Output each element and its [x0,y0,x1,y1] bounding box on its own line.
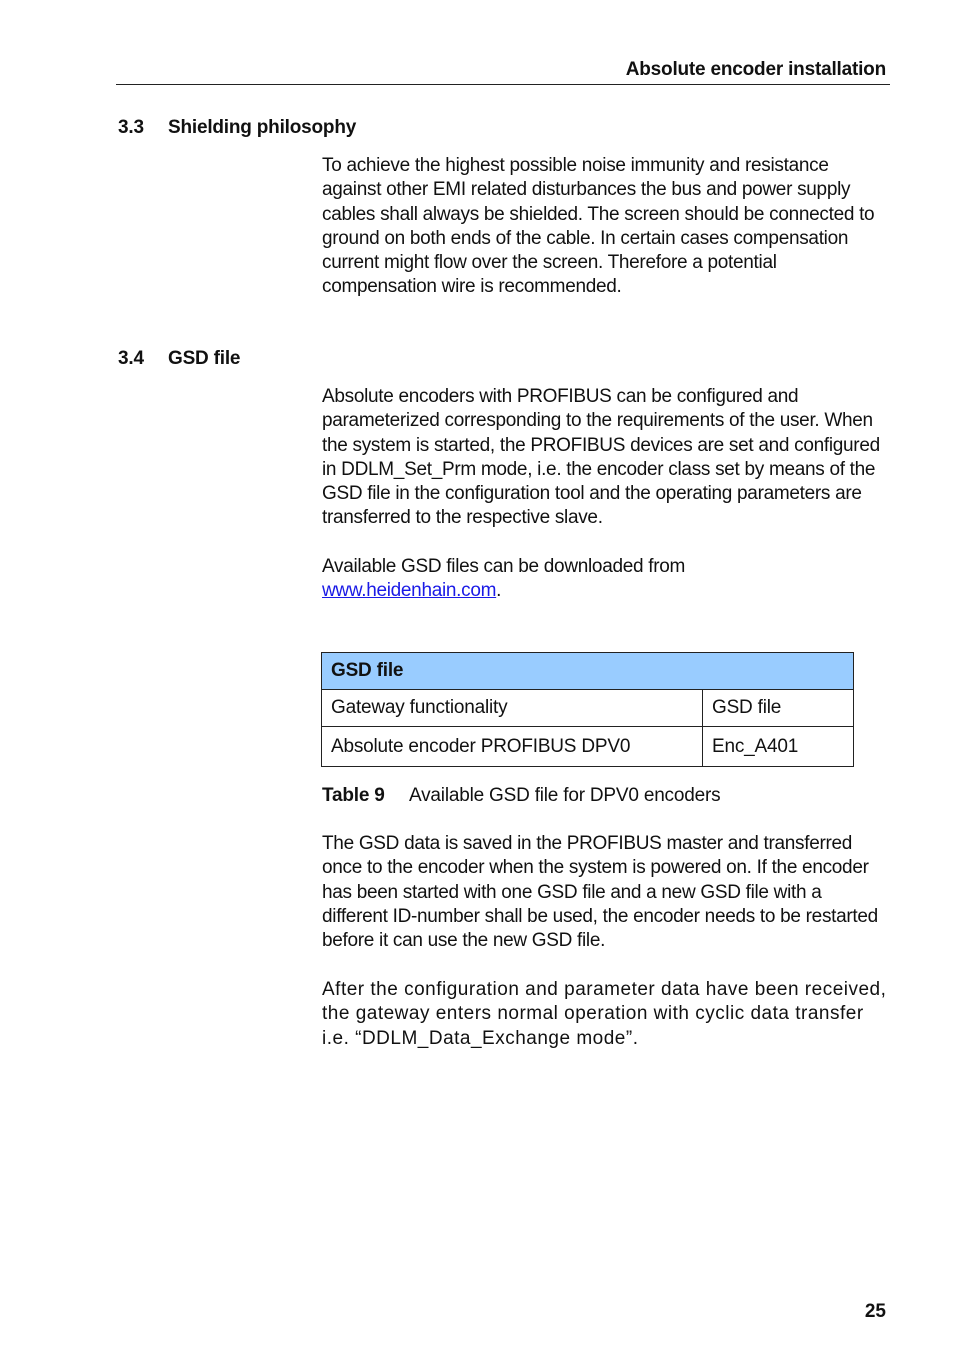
section-title: Shielding philosophy [168,117,357,138]
header-rule [116,84,890,85]
gsd-intro-paragraph: Absolute encoders with PROFIBUS can be configured and parameterized corresponding to the requirements of the user. When the system is started, the PROFIBUS devices are set and configured in DDLM_Set_Prm mode, i.e. the encoder class set by means of the GSD file in the configuration tool and the operating parameters are transferred to the respective slave. [322,386,880,529]
link-suffix: . [496,580,502,602]
configuration-paragraph: After the configuration and parameter data have been received, the gateway enters normal operation with cyclic data transfer i.e. “DDLM_Data_Exchange mode”. [322,979,887,1049]
table-row [322,727,854,767]
running-header-title: Absolute encoder installation [625,59,886,80]
table-cell: Absolute encoder PROFIBUS DPV0 [322,727,703,767]
section-heading-3-3 [118,117,356,139]
table-cell: Enc_A401 [703,727,854,767]
caption-label: Table 9 [322,785,385,806]
section-heading-3-4 [118,348,240,370]
table-header-row [322,653,854,690]
table-title-cell: GSD file [322,653,854,690]
gsd-file-table [321,652,854,767]
gsd-data-paragraph: The GSD data is saved in the PROFIBUS master and transferred once to the encoder when the system is powered on. If the encoder has been started with one GSD file and a new GSD file with a different ID-number shall be used, the encoder needs to be restarted before it can use the new GSD file. [322,833,878,952]
heidenhain-link[interactable]: www.heidenhain.com [322,580,497,602]
table-row [322,690,854,727]
table-cell: GSD file [703,690,854,727]
section-number: 3.3 [118,117,144,138]
table-caption [322,785,720,807]
download-text: Available GSD files can be downloaded from [322,556,686,577]
shielding-paragraph: To achieve the highest possible noise immunity and resistance against other EMI related disturbances the bus and power supply cables shall always be shielded. The screen should be connected to ground on both ends of the cable. In certain cases compensation current might flow over the screen. Therefore a potential compensation wire is recommended. [322,155,875,298]
download-paragraph [322,555,890,604]
caption-text: Available GSD file for DPV0 encoders [409,785,721,806]
page-number: 25 [864,1301,886,1322]
section-title: GSD file [168,348,241,369]
section-number: 3.4 [118,348,144,369]
table-cell: Gateway functionality [322,690,703,727]
